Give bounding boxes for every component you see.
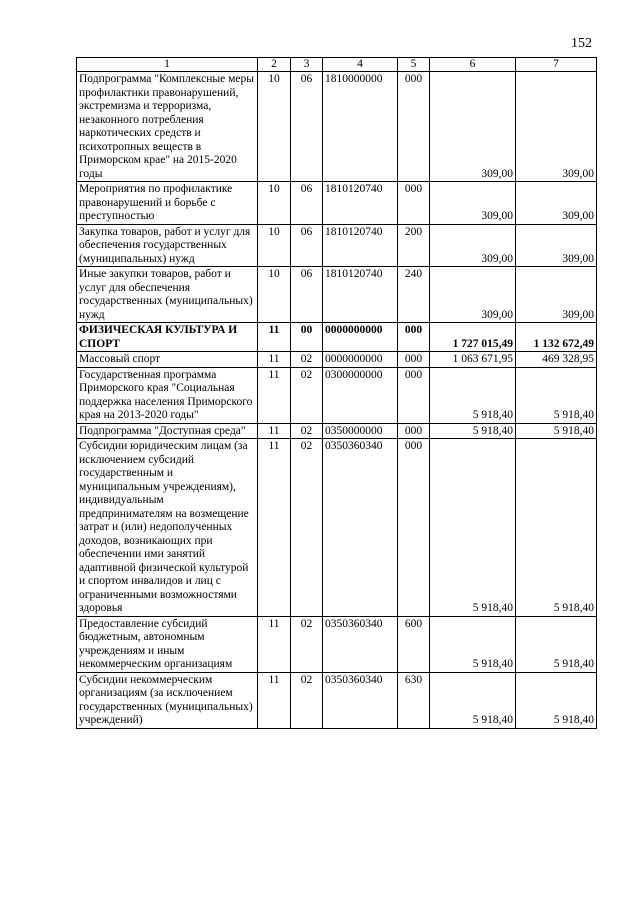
subsection-code-cell: 02 bbox=[291, 367, 323, 423]
table-row bbox=[77, 72, 597, 182]
section-code-cell: 11 bbox=[258, 672, 291, 728]
subsection-code-cell: 02 bbox=[291, 672, 323, 728]
table-row bbox=[77, 616, 597, 672]
expense-type-code-cell: 000 bbox=[398, 323, 430, 352]
subsection-code-cell: 06 bbox=[291, 267, 323, 323]
target-article-code-cell: 1810120740 bbox=[323, 224, 398, 267]
target-article-code-cell: 0350360340 bbox=[323, 672, 398, 728]
subsection-code-cell: 02 bbox=[291, 423, 323, 439]
table-row bbox=[77, 423, 597, 439]
column-header: 4 bbox=[323, 58, 398, 72]
table-row bbox=[77, 224, 597, 267]
section-code-cell: 10 bbox=[258, 182, 291, 225]
amount-cell: 5 918,40 bbox=[516, 367, 597, 423]
table-row bbox=[77, 323, 597, 352]
amount-cell: 5 918,40 bbox=[430, 672, 516, 728]
amount-cell: 469 328,95 bbox=[516, 352, 597, 368]
expense-type-code-cell: 240 bbox=[398, 267, 430, 323]
budget-table bbox=[76, 57, 597, 729]
amount-cell: 5 918,40 bbox=[516, 672, 597, 728]
section-code-cell: 11 bbox=[258, 352, 291, 368]
target-article-code-cell: 1810000000 bbox=[323, 72, 398, 182]
expense-type-code-cell: 200 bbox=[398, 224, 430, 267]
target-article-code-cell: 0350360340 bbox=[323, 439, 398, 617]
subsection-code-cell: 06 bbox=[291, 182, 323, 225]
row-name-cell: Предоставление субсидий бюджетным, автономным учреждениям и иным некоммерческим организациям bbox=[77, 616, 258, 672]
amount-cell: 309,00 bbox=[516, 72, 597, 182]
section-code-cell: 10 bbox=[258, 72, 291, 182]
table-row bbox=[77, 672, 597, 728]
target-article-code-cell: 0000000000 bbox=[323, 352, 398, 368]
section-code-cell: 11 bbox=[258, 423, 291, 439]
row-name-cell: Массовый спорт bbox=[77, 352, 258, 368]
row-name-cell: ФИЗИЧЕСКАЯ КУЛЬТУРА И СПОРТ bbox=[77, 323, 258, 352]
amount-cell: 309,00 bbox=[516, 267, 597, 323]
amount-cell: 309,00 bbox=[430, 182, 516, 225]
amount-cell: 5 918,40 bbox=[516, 439, 597, 617]
expense-type-code-cell: 000 bbox=[398, 423, 430, 439]
target-article-code-cell: 1810120740 bbox=[323, 182, 398, 225]
column-header: 1 bbox=[77, 58, 258, 72]
column-header: 7 bbox=[516, 58, 597, 72]
expense-type-code-cell: 000 bbox=[398, 72, 430, 182]
amount-cell: 1 727 015,49 bbox=[430, 323, 516, 352]
amount-cell: 1 063 671,95 bbox=[430, 352, 516, 368]
section-code-cell: 10 bbox=[258, 267, 291, 323]
row-name-cell: Подпрограмма "Комплексные меры профилактики правонарушений, экстремизма и терроризма, незаконного потребления наркотических средств и психотропных веществ в Приморском крае" на 2015-2020 годы bbox=[77, 72, 258, 182]
target-article-code-cell: 0000000000 bbox=[323, 323, 398, 352]
expense-type-code-cell: 000 bbox=[398, 367, 430, 423]
amount-cell: 5 918,40 bbox=[430, 616, 516, 672]
amount-cell: 309,00 bbox=[516, 182, 597, 225]
amount-cell: 309,00 bbox=[430, 267, 516, 323]
subsection-code-cell: 00 bbox=[291, 323, 323, 352]
column-header: 5 bbox=[398, 58, 430, 72]
expense-type-code-cell: 630 bbox=[398, 672, 430, 728]
amount-cell: 5 918,40 bbox=[430, 423, 516, 439]
target-article-code-cell: 0350000000 bbox=[323, 423, 398, 439]
table-row bbox=[77, 267, 597, 323]
table-header-row bbox=[77, 58, 597, 72]
section-code-cell: 11 bbox=[258, 323, 291, 352]
table-body bbox=[77, 72, 597, 729]
amount-cell: 309,00 bbox=[516, 224, 597, 267]
column-header: 2 bbox=[258, 58, 291, 72]
row-name-cell: Мероприятия по профилактике правонарушений и борьбе с преступностью bbox=[77, 182, 258, 225]
table-row bbox=[77, 367, 597, 423]
subsection-code-cell: 02 bbox=[291, 616, 323, 672]
amount-cell: 5 918,40 bbox=[430, 367, 516, 423]
target-article-code-cell: 0300000000 bbox=[323, 367, 398, 423]
row-name-cell: Подпрограмма "Доступная среда" bbox=[77, 423, 258, 439]
amount-cell: 1 132 672,49 bbox=[516, 323, 597, 352]
column-header: 3 bbox=[291, 58, 323, 72]
section-code-cell: 11 bbox=[258, 367, 291, 423]
subsection-code-cell: 06 bbox=[291, 72, 323, 182]
amount-cell: 309,00 bbox=[430, 72, 516, 182]
row-name-cell: Субсидии юридическим лицам (за исключением субсидий государственным и муниципальным учреждениям), индивидуальным предпринимателям на возмещение затрат и (или) недополученных доходов, возникающих при обеспечении ими занятий адаптивной физической культурой и спортом инвалидов и лиц с ограниченными возможностями здоровья bbox=[77, 439, 258, 617]
expense-type-code-cell: 000 bbox=[398, 439, 430, 617]
row-name-cell: Закупка товаров, работ и услуг для обеспечения государственных (муниципальных) нужд bbox=[77, 224, 258, 267]
column-header: 6 bbox=[430, 58, 516, 72]
subsection-code-cell: 02 bbox=[291, 439, 323, 617]
row-name-cell: Субсидии некоммерческим организациям (за исключением государственных (муниципальных) учреждений) bbox=[77, 672, 258, 728]
table-row bbox=[77, 182, 597, 225]
section-code-cell: 11 bbox=[258, 439, 291, 617]
target-article-code-cell: 1810120740 bbox=[323, 267, 398, 323]
section-code-cell: 11 bbox=[258, 616, 291, 672]
expense-type-code-cell: 000 bbox=[398, 352, 430, 368]
row-name-cell: Государственная программа Приморского края "Социальная поддержка населения Приморского края на 2013-2020 годы" bbox=[77, 367, 258, 423]
table-row bbox=[77, 439, 597, 617]
amount-cell: 309,00 bbox=[430, 224, 516, 267]
subsection-code-cell: 02 bbox=[291, 352, 323, 368]
amount-cell: 5 918,40 bbox=[516, 423, 597, 439]
row-name-cell: Иные закупки товаров, работ и услуг для обеспечения государственных (муниципальных) нужд bbox=[77, 267, 258, 323]
amount-cell: 5 918,40 bbox=[430, 439, 516, 617]
amount-cell: 5 918,40 bbox=[516, 616, 597, 672]
table-row bbox=[77, 352, 597, 368]
subsection-code-cell: 06 bbox=[291, 224, 323, 267]
target-article-code-cell: 0350360340 bbox=[323, 616, 398, 672]
expense-type-code-cell: 000 bbox=[398, 182, 430, 225]
expense-type-code-cell: 600 bbox=[398, 616, 430, 672]
section-code-cell: 10 bbox=[258, 224, 291, 267]
page-number: 152 bbox=[571, 36, 592, 51]
